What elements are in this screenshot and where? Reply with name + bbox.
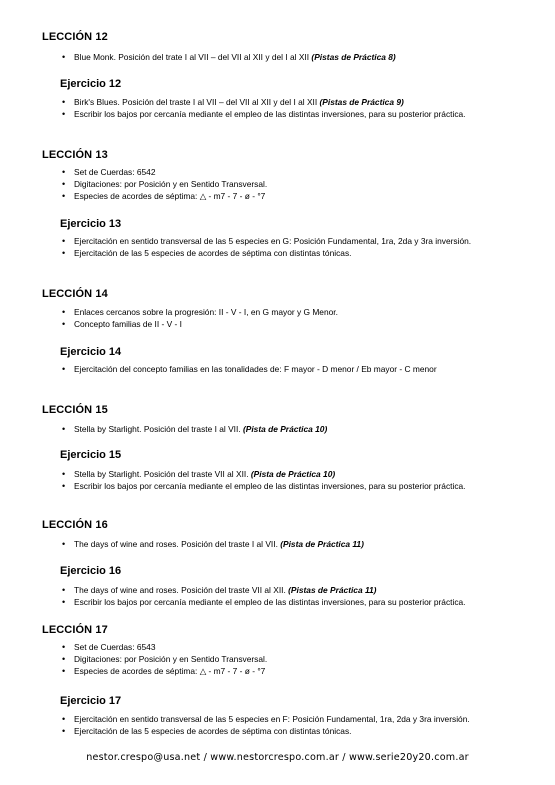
item-text: Ejercitación del concepto familias en las tonalidades de: F mayor - D menor / Eb mayor - C menor [74,364,437,374]
list-item [60,236,471,248]
item-text: Escribir los bajos por cercanía mediante el empleo de las distintas inversiones, para su posterior práctica. [74,108,466,119]
item-text: Set de Cuerdas: 6542 [74,167,156,177]
list-item [60,248,471,260]
practice-track-note: (Pista de Práctica 10) [250,469,336,479]
exercise-title: Ejercicio 13 [60,218,122,230]
list-item [60,97,466,109]
item-text: Stella by Starlight. Posición del traste VII al XII. [74,469,251,479]
practice-track-note: (Pistas de Práctica 8) [311,52,396,62]
item-text: The days of wine and roses. Posición del traste VII al XII. [74,585,289,595]
lesson-title: LECCIÓN 15 [42,404,108,416]
lesson-list [60,307,338,331]
item-text: Digitaciones: por Posición y en Sentido Transversal. [74,178,268,189]
list-item [60,179,267,191]
lesson-list [60,52,396,64]
exercise-list [60,585,466,609]
list-item [60,726,470,738]
item-text: Ejercitación de las 5 especies de acordes de séptima con distintas tónicas. [74,247,352,258]
item-text: Especies de acordes de séptima: △ - m7 - 7 - ø - °7 [74,665,266,676]
list-item [60,424,327,436]
lesson-title: LECCIÓN 14 [42,288,108,300]
list-item [60,469,466,481]
list-item [60,52,396,64]
list-item [60,654,267,666]
list-item [60,585,466,597]
list-item [60,714,470,726]
exercise-title: Ejercicio 14 [60,346,122,358]
lesson-list [60,424,327,436]
item-text: Escribir los bajos por cercanía mediante el empleo de las distintas inversiones, para su posterior práctica. [74,480,466,491]
practice-track-note: (Pista de Práctica 11) [280,539,364,549]
list-item [60,364,437,376]
exercise-list [60,97,466,121]
list-item [60,642,267,654]
list-item [60,319,338,331]
list-item [60,666,267,678]
item-text: Especies de acordes de séptima: △ - m7 - 7 - ø - °7 [74,190,266,201]
exercise-title: Ejercicio 12 [60,78,122,90]
list-item [60,597,466,609]
lesson-title: LECCIÓN 16 [42,519,108,531]
footer-contact: nestor.crespo@usa.net / www.nestorcrespo.com.ar / www.serie20y20.com.ar [86,752,469,763]
item-text: Digitaciones: por Posición y en Sentido Transversal. [74,653,268,664]
lesson-list [60,167,267,202]
item-text: Enlaces cercanos sobre la progresión: II - V - I, en G mayor y G Menor. [74,307,338,317]
item-text: Set de Cuerdas: 6543 [74,642,156,652]
exercise-title: Ejercicio 17 [60,695,122,707]
item-text: Ejercitación en sentido transversal de las 5 especies en G: Posición Fundamental, 1ra, 2da y 3ra inversión. [74,236,472,246]
list-item [60,481,466,493]
list-item [60,167,267,179]
list-item [60,539,364,551]
practice-track-note: (Pistas de Práctica 11) [288,585,377,595]
lesson-list [60,642,267,677]
item-text: Stella by Starlight. Posición del traste I al VII. [74,424,243,434]
exercise-list [60,364,437,376]
exercise-list [60,469,466,493]
item-text: Escribir los bajos por cercanía mediante el empleo de las distintas inversiones, para su posterior práctica. [74,596,466,607]
list-item [60,307,338,319]
exercise-list [60,236,471,260]
item-text: The days of wine and roses. Posición del traste I al VII. [74,539,281,549]
item-text: Birk's Blues. Posición del traste I al VII – del VII al XII y del I al XII [74,97,320,107]
exercise-list [60,714,470,738]
lesson-title: LECCIÓN 12 [42,31,108,43]
exercise-title: Ejercicio 16 [60,565,122,577]
item-text: Concepto familias de II - V - I [74,318,182,329]
item-text: Ejercitación en sentido transversal de las 5 especies en F: Posición Fundamental, 1ra, 2da y 3ra inversión. [74,714,470,724]
lesson-title: LECCIÓN 13 [42,149,108,161]
lesson-list [60,539,364,551]
practice-track-note: (Pistas de Práctica 9) [319,97,404,107]
exercise-title: Ejercicio 15 [60,449,122,461]
lesson-title: LECCIÓN 17 [42,624,108,636]
item-text: Ejercitación de las 5 especies de acordes de séptima con distintas tónicas. [74,725,352,736]
practice-track-note: (Pista de Práctica 10) [242,424,328,434]
item-text: Blue Monk. Posición del trate I al VII – del VII al XII y del I al XII [74,52,312,62]
list-item [60,109,466,121]
list-item [60,191,267,203]
